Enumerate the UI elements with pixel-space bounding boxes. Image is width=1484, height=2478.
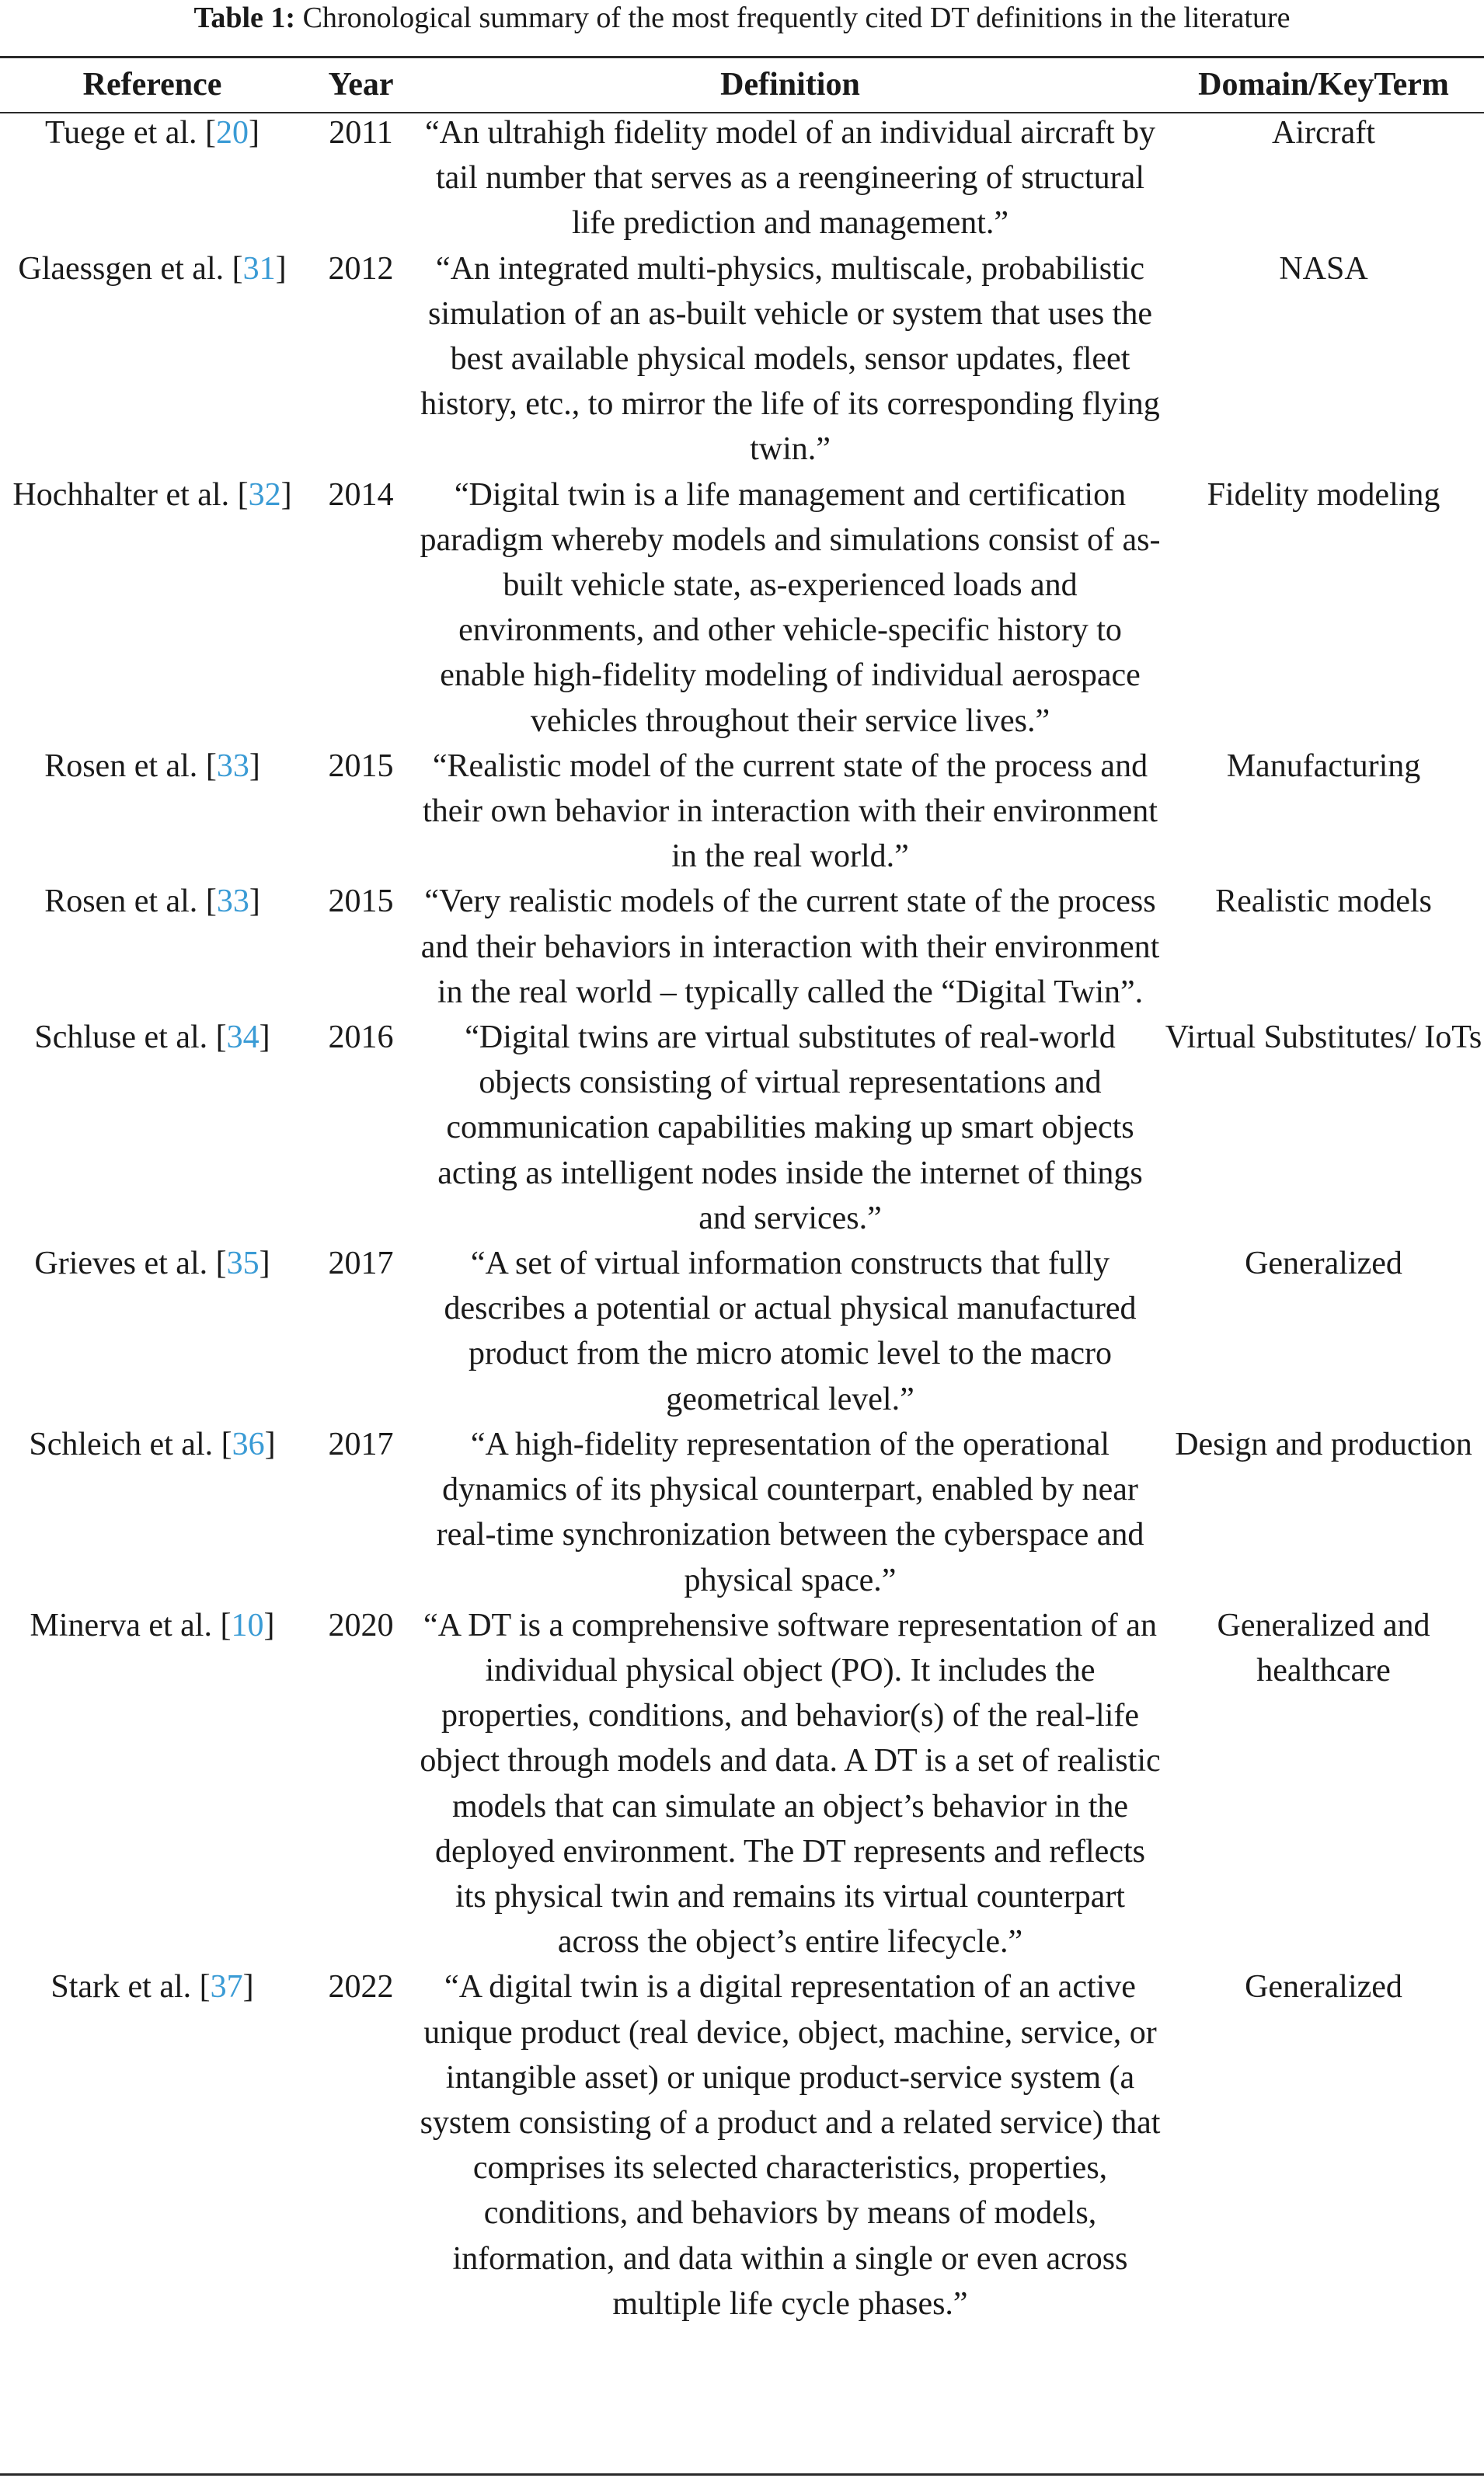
cell-reference (0, 744, 305, 880)
table-row (0, 472, 1484, 744)
cell-definition: “Digital twins are virtual substitutes of real-world objects consisting of virtual representations and communication capabilities making up smart objects acting as intelligent nodes inside the internet of things and services.” (437, 1019, 1143, 1236)
cell-year: 2017 (328, 1246, 394, 1282)
citation-bracket: ] (263, 1607, 275, 1643)
cell-reference (0, 1964, 305, 2326)
column-header-definition: Definition (720, 66, 860, 103)
table-row (0, 1964, 1484, 2326)
column-header-year: Year (328, 66, 394, 103)
cell-definition: “A DT is a comprehensive software representation of an individual physical object (PO). It includes the properties, conditions, and behavior(s) of the real-life object through models and data. A DT is a set of realistic models that can simulate an object’s behavior in the deployed environment. The DT represents and reflects its physical twin and remains its virtual counterpart across the object’s entire lifecycle.” (420, 1607, 1161, 1960)
column-header-domain: Domain/KeyTerm (1198, 66, 1449, 103)
cell-domain: Design and production (1175, 1426, 1472, 1462)
cell-definition: “An ultrahigh fidelity model of an individual aircraft by tail number that serves as a reengineering of structural life prediction and management.” (424, 115, 1156, 242)
cell-reference (0, 246, 305, 472)
cell-reference (0, 1422, 305, 1603)
reference-author: Glaessgen et al. (18, 250, 225, 287)
citation-link[interactable]: 34 (226, 1019, 260, 1056)
citation-bracket: [ (197, 884, 217, 920)
citation-link[interactable]: 36 (232, 1426, 265, 1462)
citation-bracket: [ (213, 1426, 232, 1462)
cell-domain: Virtual Substitutes/ IoTs (1165, 1019, 1482, 1056)
table-row (0, 1603, 1484, 1965)
cell-reference (0, 879, 305, 1015)
cell-definition: “A set of virtual information constructs that fully describes a potential or actual physical manufactured product from the micro atomic level to the macro geometrical level.” (444, 1246, 1137, 1417)
citation-link[interactable]: 20 (216, 115, 249, 151)
table-header-row (0, 59, 1484, 110)
caption-label: Table 1: (193, 2, 296, 34)
citation-link[interactable]: 32 (248, 476, 281, 513)
citation-bracket: ] (275, 250, 287, 287)
citation-bracket: [ (197, 748, 217, 784)
table-row (0, 246, 1484, 472)
citation-bracket: ] (259, 1246, 270, 1282)
cell-domain: Generalized and healthcare (1217, 1607, 1430, 1689)
citation-bracket: [ (207, 1019, 227, 1056)
citation-bracket: ] (264, 1426, 276, 1462)
reference-author: Stark et al. (51, 1969, 192, 2006)
table-row (0, 744, 1484, 880)
reference-author: Minerva et al. (30, 1607, 212, 1643)
citation-bracket: [ (207, 1246, 227, 1282)
cell-year: 2011 (329, 115, 393, 151)
cell-year: 2014 (328, 476, 394, 513)
citation-bracket: [ (197, 115, 217, 151)
cell-definition: “An integrated multi-physics, multiscale, probabilistic simulation of an as-built vehicle or system that uses the best available physical models, sensor updates, fleet history, etc., to mirror the life of its corresponding flying twin.” (420, 250, 1160, 468)
citation-bracket: ] (249, 748, 260, 784)
citation-link[interactable]: 33 (216, 748, 249, 784)
table-body (0, 110, 1484, 2326)
cell-year: 2012 (328, 250, 394, 287)
table-row (0, 1015, 1484, 1241)
cell-year: 2015 (328, 884, 394, 920)
cell-year: 2017 (328, 1426, 394, 1462)
citation-bracket: [ (191, 1969, 211, 2006)
reference-author: Grieves et al. (34, 1246, 208, 1282)
citation-bracket: ] (249, 115, 260, 151)
cell-reference (0, 1603, 305, 1965)
citation-bracket: [ (211, 1607, 232, 1643)
cell-year: 2022 (328, 1969, 394, 2006)
cell-domain: Fidelity modeling (1207, 476, 1440, 513)
cell-definition: “A digital twin is a digital representation of an active unique product (real device, object, machine, service, or intangible asset) or unique product-service system (a system consisting of a product and a related service) that comprises its selected characteristics, properties, conditions, and behaviors by means of models, information, and data within a single or even across multiple life cycle phases.” (420, 1969, 1161, 2322)
cell-reference (0, 1015, 305, 1241)
citation-link[interactable]: 37 (210, 1969, 243, 2006)
citation-bracket: [ (229, 476, 249, 513)
cell-definition: “Very realistic models of the current state of the process and their behaviors in interaction with their environment in the real world – typically called the “Digital Twin”. (420, 884, 1160, 1010)
cell-reference (0, 472, 305, 744)
reference-author: Tuege et al. (44, 115, 197, 151)
table-row (0, 879, 1484, 1015)
cell-domain: Realistic models (1215, 884, 1432, 920)
table-row (0, 110, 1484, 246)
cell-definition: “Realistic model of the current state of the process and their own behavior in interaction with their environment in the real world.” (423, 748, 1158, 875)
table-row (0, 1241, 1484, 1422)
cell-year: 2015 (328, 748, 394, 784)
table-caption (0, 0, 1484, 36)
table-row (0, 1422, 1484, 1603)
cell-domain: Generalized (1245, 1246, 1402, 1282)
reference-author: Hochhalter et al. (12, 476, 230, 513)
citation-bracket: ] (242, 1969, 254, 2006)
caption-text: Chronological summary of the most frequently cited DT definitions in the literature (302, 2, 1291, 34)
reference-author: Schluse et al. (34, 1019, 208, 1056)
citation-bracket: ] (280, 476, 292, 513)
citation-link[interactable]: 35 (226, 1246, 260, 1282)
reference-author: Schleich et al. (29, 1426, 214, 1462)
citation-link[interactable]: 10 (231, 1607, 264, 1643)
citation-link[interactable]: 31 (242, 250, 276, 287)
cell-domain: NASA (1279, 250, 1368, 287)
table-bottom-rule (0, 2473, 1484, 2476)
cell-definition: “Digital twin is a life management and certification paradigm whereby models and simulations consist of as-built vehicle state, as-experienced loads and environments, and other vehicle-specific history to enable high-fidelity modeling of individual aerospace vehicles throughout their service lives.” (420, 476, 1161, 739)
cell-domain: Aircraft (1272, 115, 1375, 151)
cell-definition: “A high-fidelity representation of the operational dynamics of its physical counterpart, enabled by near real-time synchronization between the cyberspace and physical space.” (436, 1426, 1144, 1598)
citation-link[interactable]: 33 (216, 884, 249, 920)
cell-domain: Generalized (1245, 1969, 1402, 2006)
citation-bracket: ] (259, 1019, 270, 1056)
cell-year: 2020 (328, 1607, 394, 1643)
table-top-rule (0, 56, 1484, 58)
cell-reference (0, 110, 305, 246)
citation-bracket: ] (249, 884, 260, 920)
column-header-reference: Reference (82, 66, 222, 103)
reference-author: Rosen et al. (44, 748, 198, 784)
cell-domain: Manufacturing (1226, 748, 1421, 784)
cell-year: 2016 (328, 1019, 394, 1056)
reference-author: Rosen et al. (44, 884, 198, 920)
citation-bracket: [ (224, 250, 243, 287)
cell-reference (0, 1241, 305, 1422)
definitions-table (0, 59, 1484, 2326)
